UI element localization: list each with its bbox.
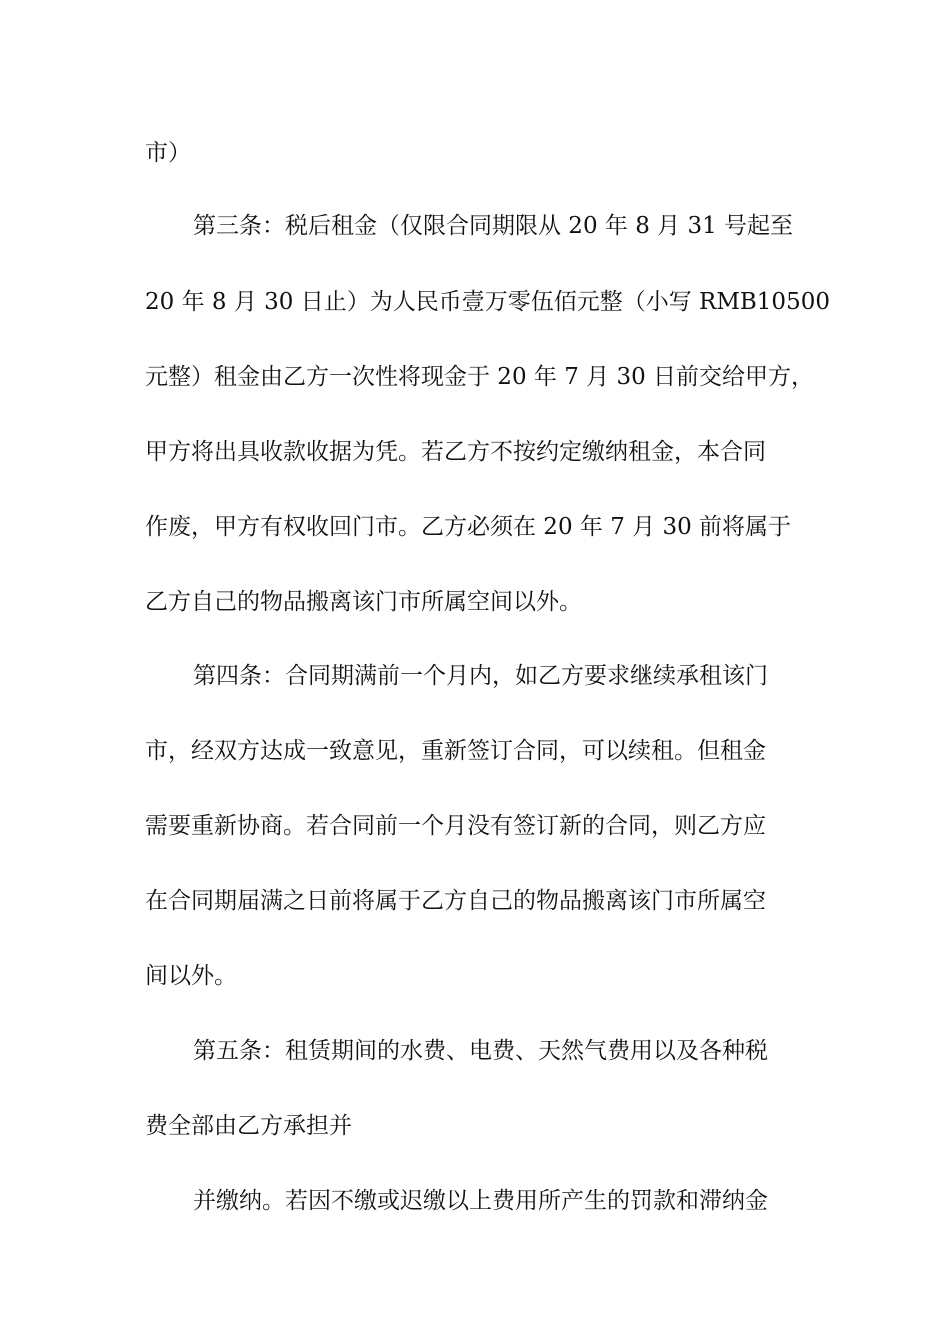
text-line: 甲方将出具收款收据为凭。若乙方不按约定缴纳租金，本合同: [145, 439, 766, 465]
text-line: 在合同期届满之日前将属于乙方自己的物品搬离该门市所属空: [145, 888, 766, 914]
text-line: 间以外。: [145, 963, 237, 989]
article-4-heading-line: 第四条：合同期满前一个月内，如乙方要求继续承租该门: [193, 663, 768, 689]
text-line: 元整）租金由乙方一次性将现金于 20 年 7 月 30 日前交给甲方，: [145, 364, 815, 390]
text-line: 20 年 8 月 30 日止）为人民币壹万零伍佰元整（小写 RMB10500: [145, 289, 830, 315]
article-5-heading-line: 第五条：租赁期间的水费、电费、天然气费用以及各种税: [193, 1038, 768, 1064]
text-line: 需要重新协商。若合同前一个月没有签订新的合同，则乙方应: [145, 813, 766, 839]
article-3-heading-line: 第三条：税后租金（仅限合同期限从 20 年 8 月 31 号起至: [193, 213, 794, 239]
text-line: 作废，甲方有权收回门市。乙方必须在 20 年 7 月 30 前将属于: [145, 514, 792, 540]
text-line: 并缴纳。若因不缴或迟缴以上费用所产生的罚款和滞纳金: [193, 1188, 768, 1214]
text-line: 费全部由乙方承担并: [145, 1113, 352, 1139]
text-line: 乙方自己的物品搬离该门市所属空间以外。: [145, 589, 582, 615]
text-line: 市）: [145, 140, 191, 166]
text-line: 市，经双方达成一致意见，重新签订合同，可以续租。但租金: [145, 738, 766, 764]
